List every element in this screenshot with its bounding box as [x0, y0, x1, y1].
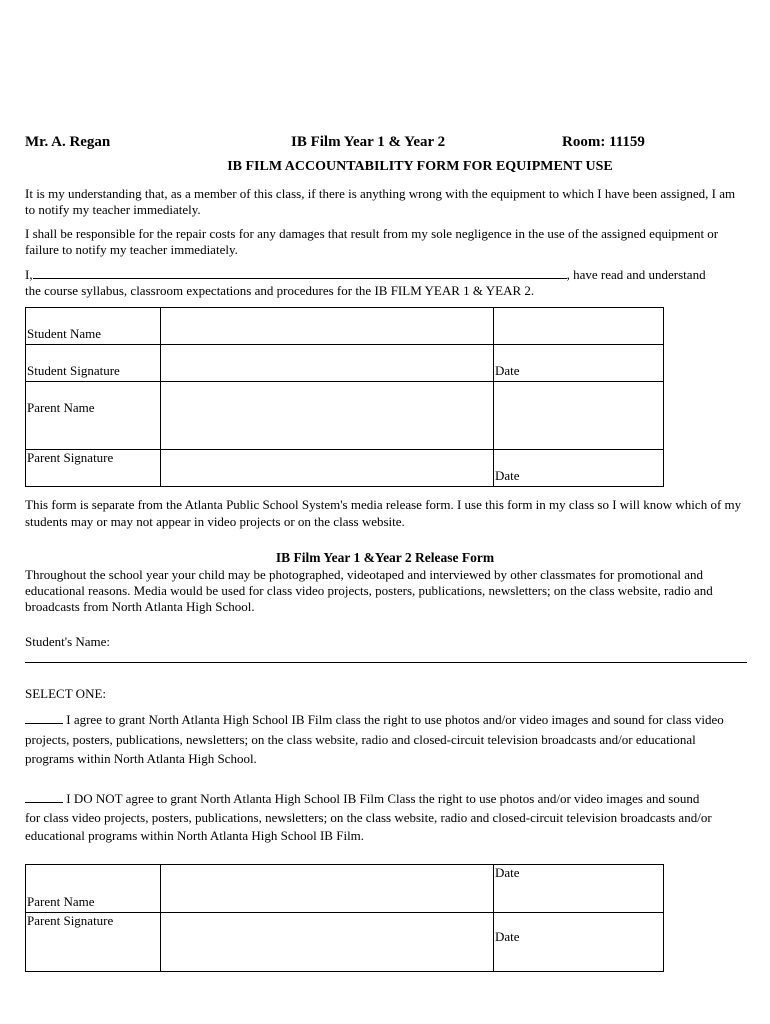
acknowledgement-line2: the course syllabus, classroom expectations and procedures for the IB FILM YEAR 1 & YEAR 2.: [25, 283, 535, 298]
room-number: Room: 11159: [562, 134, 645, 150]
date-label: Date: [495, 363, 520, 378]
select-one-label: SELECT ONE:: [25, 686, 107, 701]
parent-name-label: Parent Name: [26, 865, 161, 913]
student-name-field[interactable]: [161, 308, 494, 345]
acknowledgement-suffix: , have read and understand: [566, 267, 706, 282]
agree-checkbox-line[interactable]: [25, 712, 63, 724]
agree-option: [25, 710, 747, 769]
responsibility-paragraph: I shall be responsible for the repair costs for any damages that result from my sole negligence in the use of the assigned equipment or failure to notify my teacher immediately.: [25, 226, 719, 257]
separate-form-note: This form is separate from the Atlanta Public School System's media release form. I use this form in my class so I will know which of my students may or may not appear in video projects or on the class website.: [25, 497, 742, 529]
parent-signature-label: Parent Signature: [26, 450, 161, 487]
disagree-option: [25, 790, 715, 846]
understanding-paragraph: It is my understanding that, as a member of this class, if there is anything wrong with the equipment to which I have been assigned, I am to notify my teacher immediately.: [25, 186, 736, 217]
acknowledgement-prefix: I,: [25, 267, 33, 282]
parent-name-label: Parent Name: [26, 382, 161, 450]
parent-name-field[interactable]: [161, 865, 494, 913]
teacher-name: Mr. A. Regan: [25, 134, 111, 150]
student-date-field[interactable]: [494, 345, 664, 382]
date-label: Date: [495, 929, 520, 944]
disagree-text: I DO NOT agree to grant North Atlanta High School IB Film Class the right to use photos and/or video images and sound for class video projects, posters, publications, newsletters; on the class website, radio and closed-circuit television broadcasts and/or educational programs within North Atlanta High School IB Film.: [25, 791, 712, 843]
student-signature-label: Student Signature: [26, 345, 161, 382]
date-label: Date: [495, 468, 520, 483]
parent-signature-label: Parent Signature: [26, 913, 161, 972]
disagree-checkbox-line[interactable]: [25, 791, 63, 803]
parent-date-field-top[interactable]: [494, 865, 664, 913]
parent-date-field-bottom[interactable]: [494, 913, 664, 972]
agree-text: I agree to grant North Atlanta High School IB Film class the right to use photos and/or video images and sound for class video projects, posters, publications, newsletters; on the class website, radio and closed-circuit television broadcasts and/or educational programs within North Atlanta High School.: [25, 712, 724, 766]
parent-signature-field[interactable]: [161, 913, 494, 972]
release-body: Throughout the school year your child may be photographed, videotaped and interviewed by other classmates for promotional and educational reasons. Media would be used for class video projects, posters, publications, newsletters; on the class website, radio and broadcasts from North Atlanta High School.: [25, 567, 713, 614]
date-label: Date: [495, 865, 520, 880]
form-title: IB FILM ACCOUNTABILITY FORM FOR EQUIPMENT USE: [227, 159, 613, 174]
parent-signature-field[interactable]: [161, 450, 494, 487]
release-form-title: IB Film Year 1 &Year 2 Release Form: [275, 550, 495, 565]
course-title: IB Film Year 1 & Year 2: [291, 134, 446, 150]
students-name-label: Student's Name:: [25, 634, 111, 649]
acknowledgement-paragraph: [25, 266, 745, 299]
student-signature-field[interactable]: [161, 345, 494, 382]
student-parent-table: [25, 307, 664, 487]
parent-name-extra-field[interactable]: [494, 382, 664, 450]
parent-name-field[interactable]: [161, 382, 494, 450]
parent-consent-table: [25, 864, 664, 972]
student-name-extra-field[interactable]: [494, 308, 664, 345]
student-name-label: Student Name: [26, 308, 161, 345]
name-blank-line[interactable]: [33, 266, 567, 279]
parent-date-field[interactable]: [494, 450, 664, 487]
students-name-line[interactable]: [25, 662, 747, 663]
